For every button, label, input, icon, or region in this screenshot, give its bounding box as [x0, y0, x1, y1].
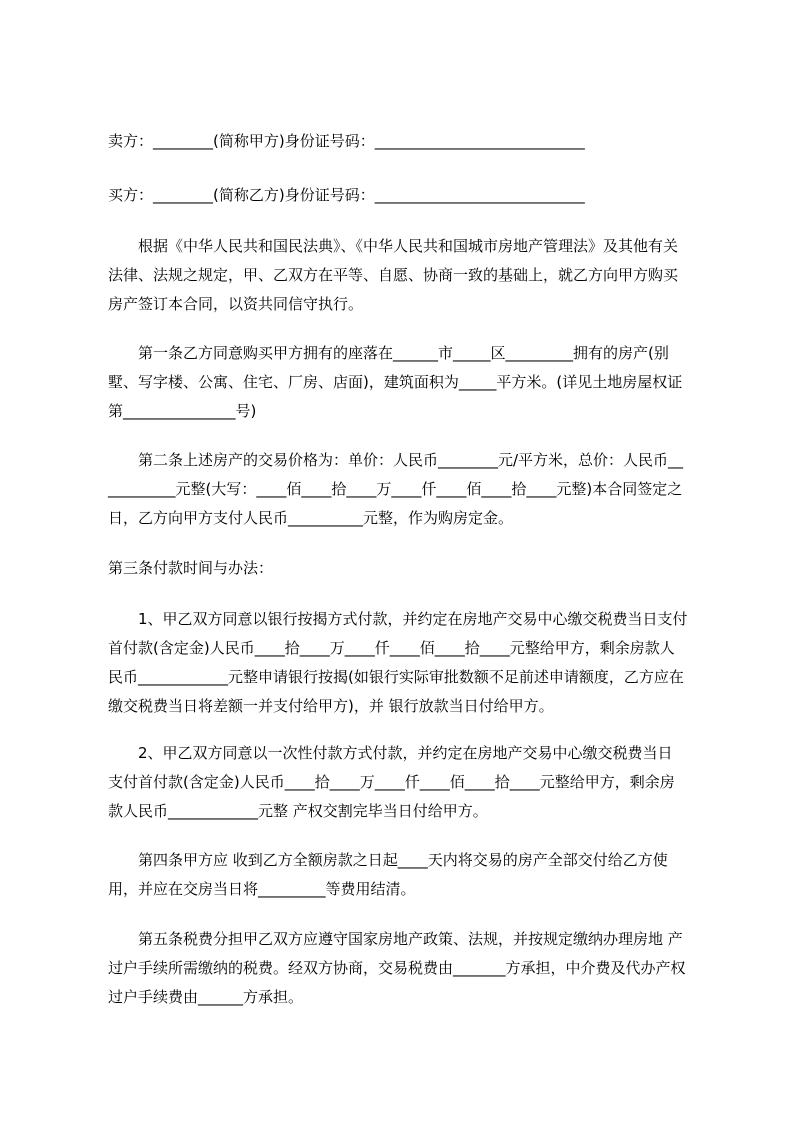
article-4-paragraph: 第四条甲方应 收到乙方全额房款之日起____天内将交易的房产全部交付给乙方使用，并应在交房当日将_________等费用结清。: [108, 851, 668, 898]
article-3-title: 第三条付款时间与办法：: [108, 559, 274, 577]
preamble-paragraph: 根据《中华人民共和国民法典》、《中华人民共和国城市房地产管理法》及其他有关法律、法规之规定，甲、乙双方在平等、自愿、协商一致的基础上，就乙方向甲方购买房产签订本合同，以资共同信守执行。: [108, 237, 679, 313]
seller-line: 卖方：________(简称甲方)身份证号码：____________________________: [108, 132, 585, 150]
article-3-item-1: 1、甲乙双方同意以银行按揭方式付款，并约定在房地产交易中心缴交税费当日支付首付款(含定金)人民币____拾____万____仟____佰____拾____元整给甲方，剩余房款人民币____________元整申请银行按揭(如银行实际审批数额不足前述申请额度，乙方应在缴交税费当日将差额一并支付给甲方)，并 银行放款当日付给甲方。: [108, 610, 688, 715]
article-2-paragraph: 第二条上述房产的交易价格为：单价：人民币________元/平方米，总价：人民币___________元整(大写：____佰____拾____万____仟____佰____拾____元整)本合同签定之日，乙方向甲方支付人民币__________元整，作为购房定金。: [108, 451, 684, 527]
article-5-paragraph: 第五条税费分担甲乙双方应遵守国家房地产政策、法规，并按规定缴纳办理房地 产过户手续所需缴纳的税费。经双方协商，交易税费由_______方承担，中介费及代办产权过户手续费由______方承担。: [108, 930, 686, 1006]
buyer-line: 买方：________(简称乙方)身份证号码：____________________________: [108, 186, 585, 204]
article-1-paragraph: 第一条乙方同意购买甲方拥有的座落在______市_____区_________拥有的房产(别墅、写字楼、公寓、住宅、厂房、店面)，建筑面积为_____平方米。(详见土地房屋权证第_______________号): [108, 344, 683, 420]
article-3-item-2: 2、甲乙双方同意以一次性付款方式付款，并约定在房地产交易中心缴交税费当日 支付首付款(含定金)人民币____拾____万____仟____佰____拾____元整给甲方，剩余房款人民币____________元整 产权交割完毕当日付给甲方。: [108, 744, 678, 820]
